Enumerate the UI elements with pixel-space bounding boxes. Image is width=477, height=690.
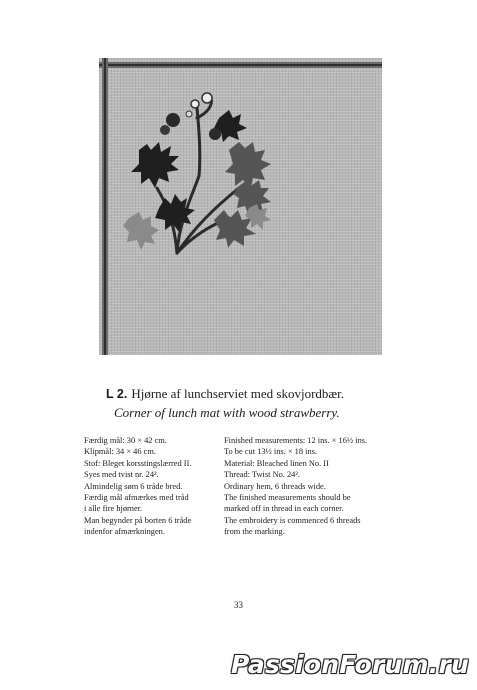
instruction-line: Man begynder på borten 6 tråde bbox=[84, 515, 192, 525]
embroidery-photo bbox=[99, 58, 382, 355]
instruction-line: Færdig mål afmærkes med tråd bbox=[84, 493, 189, 503]
watermark-logo: PassionForum.ru bbox=[230, 650, 469, 679]
instructions-english bbox=[224, 435, 399, 538]
strawberry-embroidery-illustration bbox=[99, 58, 382, 355]
instruction-line: indenfor afmærkningen. bbox=[84, 527, 165, 537]
caption-danish bbox=[106, 386, 366, 402]
instructions-danish bbox=[84, 435, 219, 538]
instruction-line: To be cut 13½ ins. × 18 ins. bbox=[224, 447, 317, 457]
instruction-line: Finished measurements: 12 ins. × 16½ ins. bbox=[224, 436, 368, 445]
instruction-line: Material: Bleached linen No. II bbox=[224, 458, 329, 468]
instruction-line: from the marking. bbox=[224, 527, 285, 537]
page-number: 33 bbox=[234, 600, 243, 610]
instruction-line: marked off in thread in each corner. bbox=[224, 504, 344, 514]
instruction-line: Almindelig søm 6 tråde bred. bbox=[84, 481, 183, 491]
instruction-line: The embroidery is commenced 6 threads bbox=[224, 515, 361, 525]
mid-leaves bbox=[214, 142, 271, 248]
figure-label: L 2. bbox=[106, 387, 128, 401]
instruction-line: i alle fire hjørner. bbox=[84, 504, 143, 514]
instruction-line: Stof: Bleget korsstingslærred II. bbox=[84, 458, 192, 468]
instruction-line: Ordinary hem, 6 threads wide. bbox=[224, 481, 326, 491]
instruction-line: Thread: Twist No. 24². bbox=[224, 470, 300, 480]
caption-danish-text: Hjørne af lunchserviet med skovjordbær. bbox=[131, 386, 344, 401]
strawberries bbox=[160, 93, 221, 140]
caption-english: Corner of lunch mat with wood strawberry. bbox=[114, 405, 340, 420]
instruction-line: Klipmål: 34 × 46 cm. bbox=[84, 447, 156, 457]
instruction-line: Syes med tvist nr. 24². bbox=[84, 470, 159, 480]
instruction-line: Færdig mål: 30 × 42 cm. bbox=[84, 436, 167, 445]
instruction-line: The finished measurements should be bbox=[224, 493, 351, 503]
